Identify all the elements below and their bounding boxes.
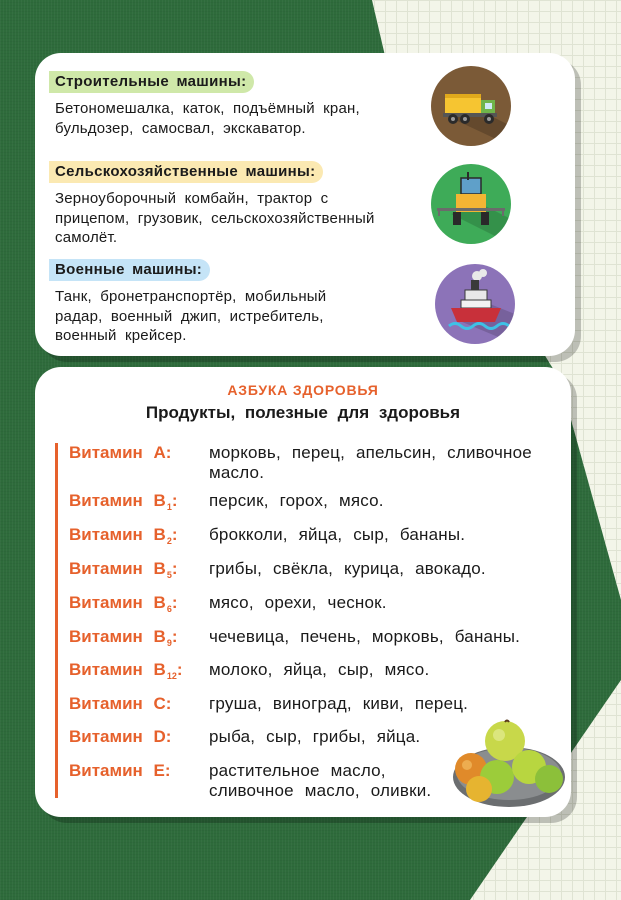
vitamin-foods: рыба, сыр, грибы, яйца.: [209, 727, 421, 746]
construction-section: [49, 71, 375, 138]
vitamin-foods: молоко, яйца, сыр, мясо.: [209, 660, 430, 679]
military-text: Танк, бронетранспортёр, мобильный радар, военный джип, истребитель, военный крейсер.: [55, 288, 327, 344]
vitamin-name: Витамин C:: [69, 694, 172, 713]
vitamin-foods: персик, горох, мясо.: [209, 491, 384, 510]
health-title: Продукты, полезные для здоровья: [145, 403, 461, 422]
vitamin-name: Витамин D:: [69, 727, 172, 746]
vitamin-foods: грибы, свёкла, курица, авокадо.: [209, 559, 486, 578]
dump-truck-icon: [431, 66, 511, 146]
health-card: [35, 367, 571, 817]
vitamin-foods: мясо, орехи, чеснок.: [209, 593, 387, 612]
vitamin-name: Витамин E:: [69, 761, 171, 780]
vitamin-name: Витамин $B_1$:: [69, 491, 178, 512]
vitamin-name: Витамин $B_9$:: [69, 627, 178, 648]
apples-icon: [447, 719, 565, 809]
agriculture-text: Зерноуборочный комбайн, трактор с прицепом, грузовик, сельскохозяйственный самолёт.: [55, 190, 375, 246]
vitamin-name: Витамин $B_{12}$:: [69, 660, 183, 681]
accent-bar: [55, 443, 58, 798]
vitamin-foods: морковь, перец, апельсин, сливочное масло.: [209, 443, 532, 482]
vitamin-foods: чечевица, печень, морковь, бананы.: [209, 627, 521, 646]
health-subtitle: АЗБУКА ЗДОРОВЬЯ: [227, 382, 379, 398]
vitamin-name: Витамин $B_2$:: [69, 525, 178, 546]
construction-text: Бетономешалка, каток, подъёмный кран, бульдозер, самосвал, экскаватор.: [55, 100, 360, 137]
vitamin-foods: растительное масло, сливочное масло, оливки.: [209, 761, 432, 800]
tractor-icon: [431, 164, 511, 244]
vitamin-name: Витамин $B_5$:: [69, 559, 178, 580]
vitamin-foods: груша, виноград, киви, перец.: [209, 694, 469, 713]
military-title: Военные машины:: [49, 259, 210, 281]
military-section: [49, 259, 375, 346]
vitamin-name: Витамин A:: [69, 443, 172, 462]
cruiser-ship-icon: [435, 264, 515, 344]
construction-title: Строительные машины:: [49, 71, 254, 93]
vitamin-name: Витамин $B_6$:: [69, 593, 178, 614]
vitamin-foods: брокколи, яйца, сыр, бананы.: [209, 525, 466, 544]
agriculture-title: Сельскохозяйственные машины:: [49, 161, 323, 183]
agriculture-section: [49, 161, 375, 248]
machines-card: [35, 53, 575, 356]
